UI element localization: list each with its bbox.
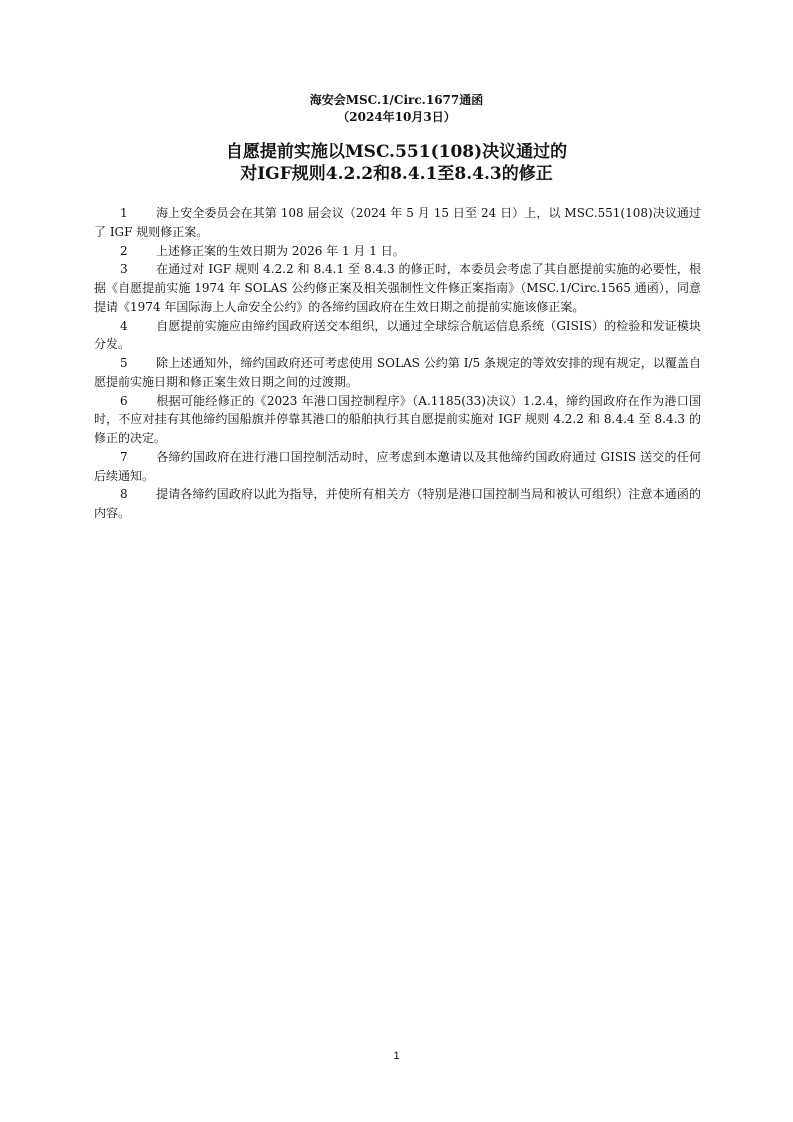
page-number: 1 [393, 1050, 400, 1062]
paragraph-1 [94, 204, 701, 242]
paragraph-text: 在通过对 IGF 规则 4.2.2 和 8.4.1 至 8.4.3 的修正时，本委员会考虑了其自愿提前实施的必要性，根据《自愿提前实施 1974 年 SOLAS 公约修正案及相关强制性文件修正案指南》（MSC.1/Circ.1565 通函），同意提请《1974 年国际海上人命安全公约》的各缔约国政府在生效日期之前提前实施该修正案。 [94, 262, 701, 314]
paragraph-number: 2 [120, 243, 128, 258]
paragraph-text: 自愿提前实施应由缔约国政府送交本组织，以通过全球综合航运信息系统（GISIS）的检验和发证模块分发。 [94, 318, 701, 352]
paragraph-text: 提请各缔约国政府以此为指导，并使所有相关方（特别是港口国控制当局和被认可组织）注意本通函的内容。 [94, 487, 701, 520]
paragraph-7 [94, 448, 701, 486]
paragraph-text: 各缔约国政府在进行港口国控制活动时，应考虑到本邀请以及其他缔约国政府通过 GISIS 送交的任何后续通知。 [94, 449, 701, 483]
paragraph-2 [94, 242, 701, 261]
document-body [94, 204, 701, 523]
paragraph-number: 6 [120, 393, 128, 408]
paragraph-4 [94, 317, 701, 355]
paragraph-8 [94, 485, 701, 523]
paragraph-6 [94, 392, 701, 448]
paragraph-text: 海上安全委员会在其第 108 届会议（2024 年 5 月 15 日至 24 日）上，以 MSC.551(108)决议通过了 IGF 规则修正案。 [94, 206, 701, 239]
paragraph-number: 7 [120, 449, 128, 464]
paragraph-number: 4 [120, 318, 128, 333]
paragraph-text: 除上述通知外，缔约国政府还可考虑使用 SOLAS 公约第 I/5 条规定的等效安排的现有规定，以覆盖自愿提前实施日期和修正案生效日期之间的过渡期。 [94, 356, 701, 389]
paragraph-number: 1 [120, 206, 128, 220]
document-title-line-2: 对IGF规则4.2.2和8.4.1至8.4.3的修正 [240, 164, 553, 184]
circular-reference: 海安会MSC.1/Circ.1677通函 [309, 93, 484, 107]
paragraph-text: 根据可能经修正的《2023 年港口国控制程序》（A.1185(33)决议）1.2.4，缔约国政府在作为港口国时，不应对挂有其他缔约国船旗并停靠其港口的船舶执行其自愿提前实施对 IGF 规则 4.2.2 和 8.4.4 至 8.4.3 的修正的决定。 [94, 393, 701, 445]
paragraph-number: 5 [120, 356, 128, 370]
paragraph-3 [94, 260, 701, 316]
circular-date: （2024年10月3日） [337, 110, 456, 124]
paragraph-number: 8 [120, 487, 128, 502]
paragraph-5 [94, 354, 701, 392]
paragraph-text: 上述修正案的生效日期为 2026 年 1 月 1 日。 [156, 243, 405, 258]
paragraph-number: 3 [120, 262, 128, 277]
document-title-line-1: 自愿提前实施以MSC.551(108)决议通过的 [225, 142, 568, 162]
